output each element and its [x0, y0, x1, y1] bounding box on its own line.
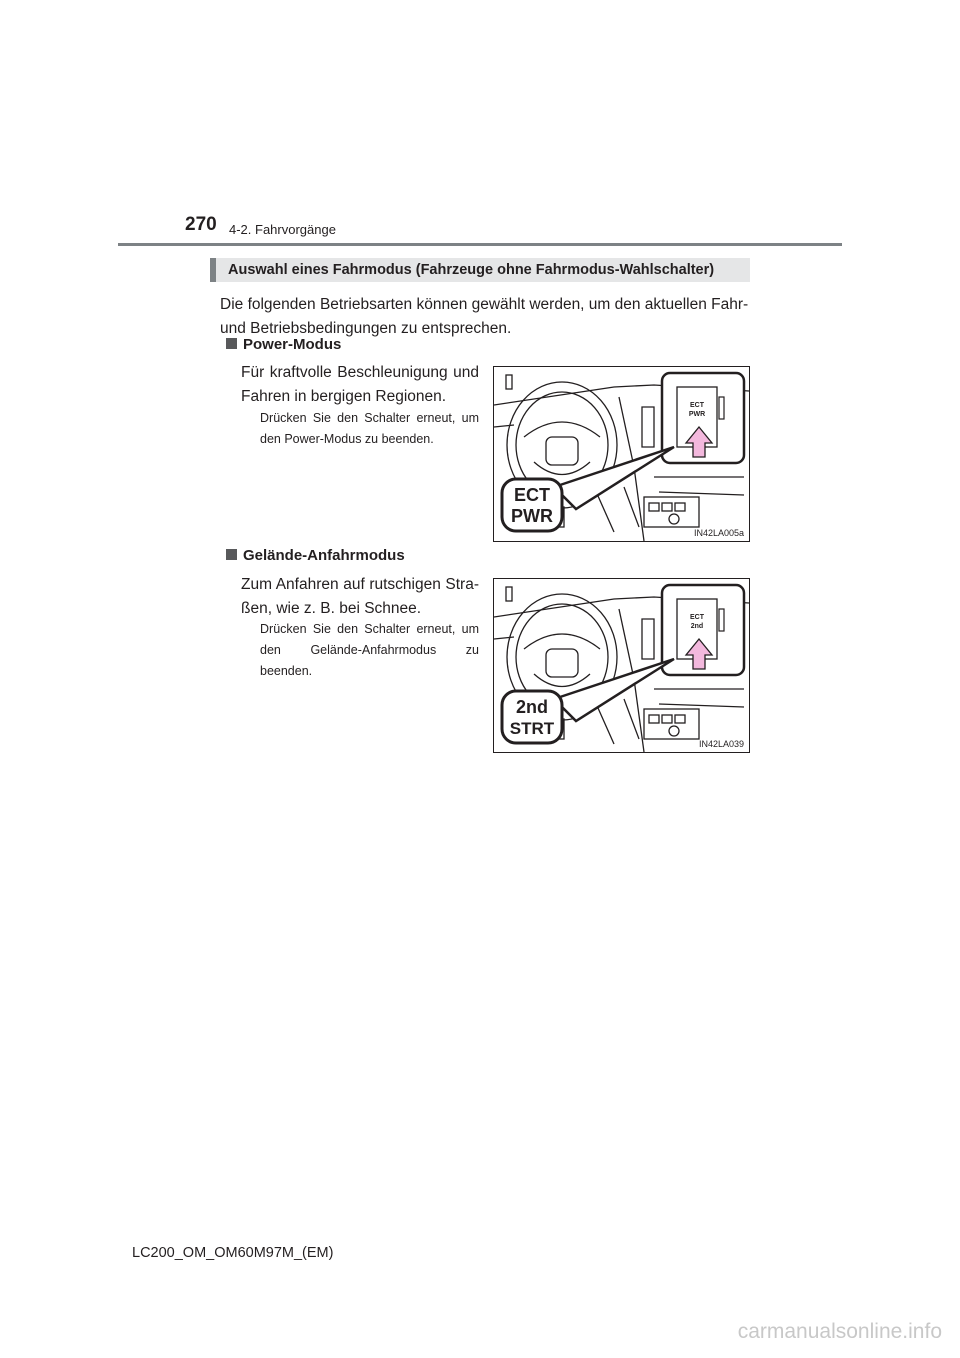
button-label-line2: PWR: [688, 411, 706, 418]
mode-title-offroad-start: [226, 547, 405, 564]
callout-line2: STRT: [509, 719, 555, 738]
mode-title-power: [226, 336, 341, 353]
button-label-line1: ECT: [690, 614, 704, 621]
square-bullet-icon: [226, 549, 237, 560]
page-number: 270: [185, 214, 217, 235]
section-heading-text: Auswahl eines Fahrmodus (Fahrzeuge ohne Fahrmodus-Wahlschalter): [228, 262, 715, 278]
footer-doc-id: LC200_OM_OM60M97M_(EM): [132, 1245, 334, 1261]
button-label-line2: 2nd: [690, 623, 704, 630]
figure-code: IN42LA005a: [693, 528, 744, 538]
watermark: carmanualsonline.info: [737, 1320, 942, 1343]
chapter-title: 4-2. Fahrvorgänge: [229, 222, 336, 237]
figure-code: IN42LA039: [698, 739, 744, 749]
callout-pointer: [554, 659, 674, 721]
callout-line1: ECT: [514, 485, 550, 505]
mode-description-offroad-start: Zum Anfahren auf rutschigen Stra- ßen, wie z. B. bei Schnee.: [241, 576, 479, 617]
figure-power-mode: [493, 366, 750, 542]
section-heading: [210, 258, 750, 282]
intro-paragraph: Die folgenden Betriebsarten können gewählt werden, um den aktuellen Fahr- und Betriebsbedingungen zu entsprechen.: [220, 296, 749, 337]
dashboard-illustration: [494, 367, 749, 541]
mode-description-power: Für kraftvolle Beschleunigung und Fahren in bergigen Regionen.: [241, 364, 479, 405]
header-rule: [118, 243, 842, 246]
mode-title-text: Gelände-Anfahrmodus: [243, 547, 405, 564]
figure-offroad-start-mode: [493, 578, 750, 753]
callout-pointer: [554, 447, 674, 509]
mode-title-text: Power-Modus: [243, 336, 342, 353]
mode-note-offroad-start: Drücken Sie den Schalter erneut, um den Gelände-Anfahrmodus zu beenden.: [260, 622, 479, 678]
square-bullet-icon: [226, 338, 237, 349]
mode-note-power: Drücken Sie den Schalter erneut, um den Power-Modus zu beenden.: [260, 411, 479, 446]
button-label-line1: ECT: [690, 402, 704, 409]
callout-line1: 2nd: [515, 697, 549, 717]
callout-line2: PWR: [511, 506, 553, 526]
dashboard-illustration: [494, 579, 749, 752]
